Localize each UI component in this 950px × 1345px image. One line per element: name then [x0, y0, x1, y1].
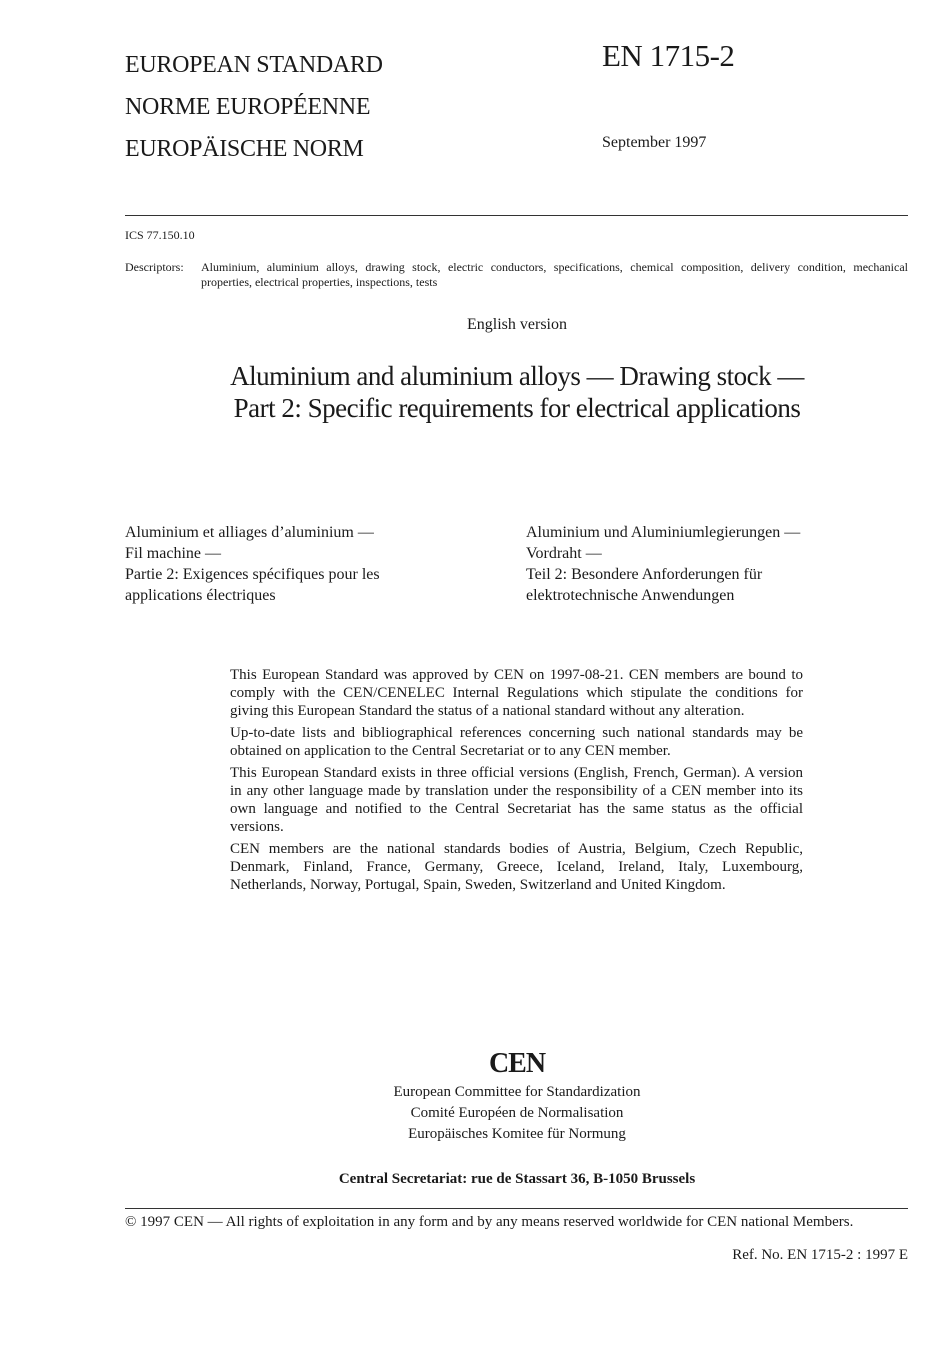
german-title-line: elektrotechnische Anwendungen [526, 587, 735, 604]
language-version: English version [467, 316, 567, 333]
descriptors-label: Descriptors: [125, 260, 184, 274]
french-title [125, 522, 465, 606]
reference-number: Ref. No. EN 1715-2 : 1997 E [732, 1247, 908, 1263]
top-divider [125, 215, 908, 216]
versions-paragraph: This European Standard exists in three official versions (English, French, German). A version in any other language made by translation under the responsibility of a CEN member into its own language and notified to the Central Secretariat has the same status as the official versions. [230, 765, 803, 835]
german-title-line: Teil 2: Besondere Anforderungen für [526, 566, 763, 583]
approval-statement [230, 666, 803, 898]
designation-german: EUROPÄISCHE NORM [125, 136, 364, 162]
german-title-line: Vordraht — [526, 545, 602, 562]
descriptors-text: Aluminium, aluminium alloys, drawing stock, electric conductors, specifications, chemical composition, delivery condition, mechanical properties, electrical properties, inspections, tests [201, 260, 908, 289]
members-paragraph: CEN members are the national standards bodies of Austria, Belgium, Czech Republic, Denmark, Finland, France, Germany, Greece, Iceland, Ireland, Italy, Luxembourg, Netherlands, Norway, Portugal, Spain, Sweden, Switzerland and United Kingdom. [230, 841, 803, 893]
references-paragraph: Up-to-date lists and bibliographical references concerning such national standards may be obtained on application to the Central Secretariat or to any CEN member. [230, 725, 803, 759]
document-title [150, 360, 884, 424]
french-title-line: Aluminium et alliages d’aluminium — [125, 524, 374, 541]
ics-code: ICS 77.150.10 [125, 228, 195, 242]
approval-paragraph: This European Standard was approved by CEN on 1997-08-21. CEN members are bound to comply with the CEN/CENELEC Internal Regulations which stipulate the conditions for giving this European Standard the status of a national standard without any alteration. [230, 667, 803, 719]
title-line-1: Aluminium and aluminium alloys — Drawing stock — [230, 361, 804, 391]
designation-english: EUROPEAN STANDARD [125, 52, 383, 78]
org-name-english: European Committee for Standardization [393, 1084, 641, 1100]
french-title-line: Fil machine — [125, 545, 221, 562]
footer-divider [125, 1208, 908, 1209]
french-title-line: Partie 2: Exigences spécifiques pour les [125, 566, 380, 583]
title-line-2: Part 2: Specific requirements for electrical applications [233, 393, 801, 423]
publication-date: September 1997 [602, 134, 707, 151]
org-name-german: Europäisches Komitee für Normung [408, 1126, 626, 1142]
french-title-line: applications électriques [125, 587, 276, 604]
standard-designations [125, 44, 383, 170]
org-name-french: Comité Européen de Normalisation [410, 1105, 624, 1121]
cen-logo-text: CEN [488, 1048, 546, 1079]
copyright-notice: © 1997 CEN — All rights of exploitation in any form and by any means reserved worldwide for CEN national Members. [125, 1214, 854, 1230]
german-title-line: Aluminium und Aluminiumlegierungen — [526, 524, 801, 541]
organization-block [0, 1046, 950, 1145]
standard-number: EN 1715-2 [602, 38, 735, 73]
designation-french: NORME EUROPÉENNE [125, 94, 371, 120]
secretariat-address: Central Secretariat: rue de Stassart 36, B-1050 Brussels [338, 1171, 696, 1187]
german-title [526, 522, 886, 606]
